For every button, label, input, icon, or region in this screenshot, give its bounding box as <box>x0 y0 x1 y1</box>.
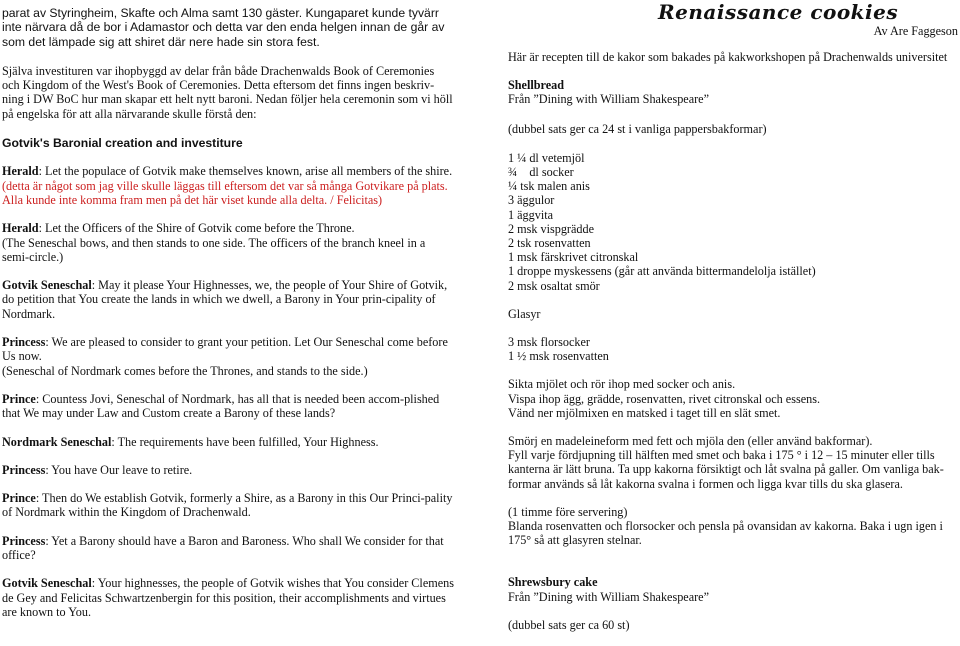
princess-line-2: Princess: You have Our leave to retire. <box>2 462 193 477</box>
list-item: Vänd ner mjölmixen en matsked i taget till en slät smet. <box>508 405 781 420</box>
glaze-title: Glasyr <box>508 306 541 321</box>
steps-list <box>508 377 958 420</box>
list-item: 2 tsk rosenvatten <box>508 236 591 251</box>
list-item: ¾ dl socker <box>508 165 574 180</box>
herald-line-1: Herald: Let the populace of Gotvik make themselves known, arise all members of the shire. <box>2 164 453 179</box>
gotvik-seneschal-line-1: Gotvik Seneschal: May it please Your Highnesses, we, the people of Your Shire of Gotvik, do petition that You create the lands in which we dwell, a Barony in Your prin-cipality of Nordmark. <box>2 278 448 321</box>
list-item: 1 äggvita <box>508 207 554 222</box>
felicitas-note: (detta är något som jag ville skulle läggas till eftersom det var så många Gotvikare på plats. Alla kunde inte komma fram men på det här viset kunde alla delta. / Felicitas) <box>2 178 448 207</box>
ceremony-heading: Gotvik's Baronial creation and investiture <box>2 136 243 151</box>
list-item: 2 msk vispgrädde <box>508 221 594 236</box>
step-glaze: Blanda rosenvatten och florsocker och pensla på ovansidan av kakorna. Baka i ugn igen i 175° så att glasyren stelnar. <box>508 519 943 548</box>
article-title: Renaissance cookies <box>658 0 899 24</box>
list-item: 3 äggulor <box>508 193 555 208</box>
herald-line-2: Herald: Let the Officers of the Shire of Gotvik come before the Throne. <box>2 221 355 236</box>
list-item: 2 msk osaltat smör <box>508 278 600 293</box>
nordmark-stage-note: (Seneschal of Nordmark comes before the Thrones, and stands to the side.) <box>2 363 368 378</box>
article-byline: Av Are Faggeson <box>873 24 958 38</box>
ingredient-list <box>508 151 958 293</box>
princess-line-1: Princess: We are pleased to consider to grant your petition. Let Our Seneschal come before Us now. <box>2 335 448 364</box>
list-item: Sikta mjölet och rör ihop med socker och anis. <box>508 377 736 392</box>
recipe2-note: (dubbel sats ger ca 60 st) <box>508 617 630 632</box>
step-bake: Fyll varje fördjupning till hälften med smet och baka i 175 ° i 12 – 15 minuter eller tills kanterna är lätt bruna. Ta upp kakorna försiktigt och låt svalna på galler. Om vanliga bak-formar används så låt kakorna svalna i formen och ligga kvar tills du ska glasera. <box>508 448 944 491</box>
right-column <box>508 50 958 632</box>
gotvik-seneschal-line-2: Gotvik Seneschal: Your highnesses, the people of Gotvik wishes that You consider Clemens de Gey and Felicitas Schwartzenbergin for this position, their accomplishments and virtues are known to You. <box>2 576 454 619</box>
recipe1-source: Från ”Dining with William Shakespeare” <box>508 92 710 107</box>
list-item: 1 msk färskrivet citronskal <box>508 250 639 265</box>
glaze-list <box>508 335 958 363</box>
left-column <box>0 0 454 619</box>
recipe2-title: Shrewsbury cake <box>508 575 598 590</box>
nordmark-seneschal-line: Nordmark Seneschal: The requirements have been fulfilled, Your Highness. <box>2 434 379 449</box>
recipe2-source: Från ”Dining with William Shakespeare” <box>508 589 710 604</box>
prince-line-1: Prince: Countess Jovi, Seneschal of Nordmark, has all that is needed been accom-plished that We may under Law and Custom create a Barony of these lands? <box>2 391 440 421</box>
step-grease-form: Smörj en madeleineform med fett och mjöla den (eller använd bakformar). <box>508 434 873 449</box>
list-item: 1 ¼ dl vetemjöl <box>508 150 585 165</box>
recipes-intro: Här är recepten till de kakor som bakades på kakworkshopen på Drachenwalds universitet <box>508 50 948 64</box>
ceremony-intro-paragraph: Själva investituren var ihopbyggd av delar från både Drachenwalds Book of Ceremonies och Kingdom of the West's Book of Ceremonies. Detta eftersom det finns ingen beskriv-ning i DW BoC hur man skapar ett helt nytt baroni. Nedan följer hela ceremonin som vi höll på engelska för att alla närvarande skulle förstå den: <box>2 63 453 121</box>
prince-line-2: Prince: Then do We establish Gotvik, formerly a Shire, as a Barony in this Our Princi-pality of Nordmark within the Kingdom of Drachenwald. <box>2 491 453 520</box>
step-serving-time: (1 timme före servering) <box>508 504 628 519</box>
list-item: 1 ½ msk rosenvatten <box>508 349 609 364</box>
list-item: Vispa ihop ägg, grädde, rosenvatten, rivet citronskal och essens. <box>508 391 820 406</box>
list-item: 1 droppe myskessens (går att använda bittermandelolja istället) <box>508 264 816 279</box>
seneschal-stage-note: (The Seneschal bows, and then stands to one side. The officers of the branch kneel in a semi-circle.) <box>2 235 426 264</box>
list-item: 3 msk florsocker <box>508 335 590 350</box>
intro-paragraph: parat av Styringheim, Skafte och Alma samt 130 gäster. Kungaparet kunde tyvärr inte närvara då de bor i Adamastor och detta var den enda helgen innan de går av som det lämpade sig att shiret där nere hade sin stora fest. <box>2 6 445 49</box>
list-item: ¼ tsk malen anis <box>508 179 590 194</box>
recipe1-title: Shellbread <box>508 78 564 93</box>
princess-line-3: Princess: Yet a Barony should have a Baron and Baroness. Who shall We consider for that office? <box>2 533 444 563</box>
recipe1-note: (dubbel sats ger ca 24 st i vanliga pappersbakformar) <box>508 121 767 136</box>
